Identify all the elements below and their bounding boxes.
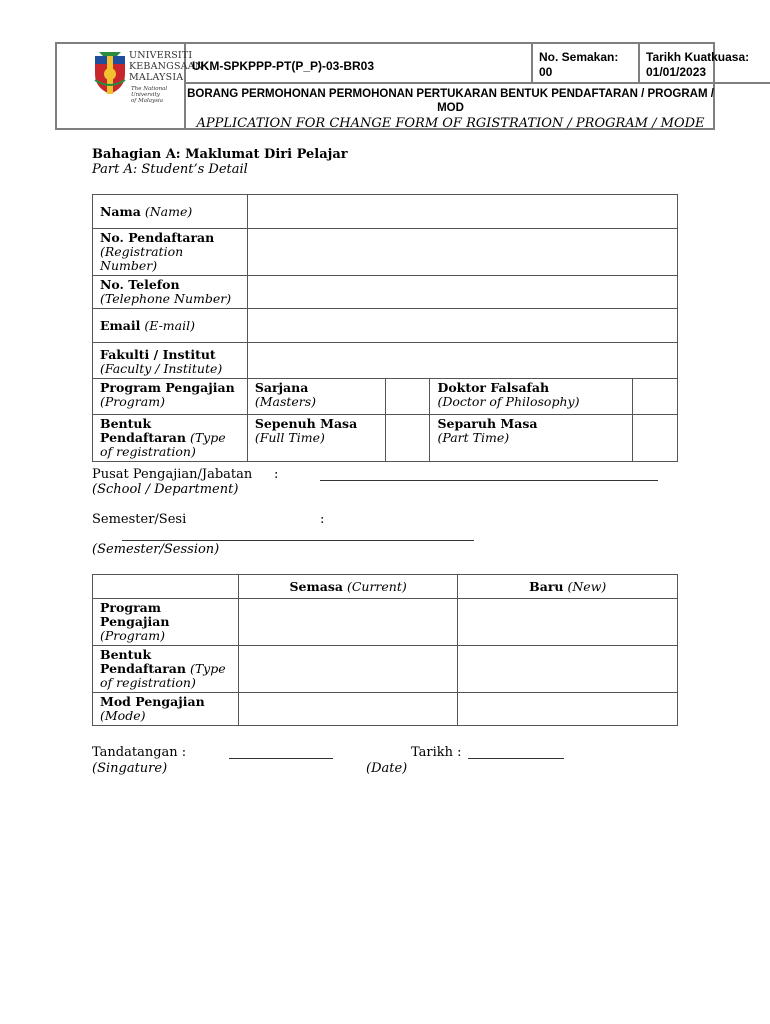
logo-line: UNIVERSITI xyxy=(129,50,193,61)
date-label-en: (Date) xyxy=(366,761,408,776)
change-program-label-en: (Program) xyxy=(100,628,165,643)
school-label-ms: Pusat Pengajian/Jabatan xyxy=(92,467,253,482)
signature-input-line[interactable] xyxy=(229,758,333,759)
logo-line: KEBANGSAAN xyxy=(129,61,204,72)
current-regtype-field[interactable] xyxy=(238,646,458,693)
table-row xyxy=(93,343,678,379)
faculty-label-en: (Faculty / Institute) xyxy=(100,361,223,376)
registration-type-label-ms: Bentuk Pendaftaran xyxy=(100,416,186,445)
semester-input-line[interactable] xyxy=(122,540,474,541)
change-regtype-label-en: (Type of registration) xyxy=(100,661,226,690)
table-row xyxy=(93,276,678,309)
new-regtype-field[interactable] xyxy=(458,646,678,693)
new-column-header xyxy=(458,575,678,599)
form-title-ms: BORANG PERMOHONAN PERMOHONAN PERTUKARAN BENTUK PENDAFTARAN / PROGRAM / MOD xyxy=(187,88,714,114)
faculty-label-ms: Fakulti / Institut xyxy=(100,347,216,362)
faculty-label xyxy=(93,343,248,379)
logo-line: MALAYSIA xyxy=(129,72,184,83)
school-colon: : xyxy=(274,467,279,482)
change-mode-label xyxy=(93,693,239,726)
current-column-header xyxy=(238,575,458,599)
logo-tagline xyxy=(131,86,185,104)
change-program-label xyxy=(93,599,239,646)
phd-option-ms: Doktor Falsafah xyxy=(437,380,550,395)
student-details-table xyxy=(92,194,678,462)
section-a-title xyxy=(92,147,348,177)
effective-label: Tarikh Kuatkuasa: xyxy=(646,50,750,64)
form-title-cell xyxy=(186,84,715,130)
masters-checkbox[interactable] xyxy=(385,379,430,415)
current-mode-field[interactable] xyxy=(238,693,458,726)
form-title-en: APPLICATION FOR CHANGE FORM OF RGISTRATION / PROGRAM / MODE xyxy=(196,116,705,131)
new-program-field[interactable] xyxy=(458,599,678,646)
doc-code-cell xyxy=(186,44,533,84)
masters-option-en: (Masters) xyxy=(254,394,317,409)
telephone-label-en: (Telephone Number) xyxy=(100,291,232,306)
empty-header-cell xyxy=(93,575,239,599)
registration-type-label-en: (Type of registration) xyxy=(100,430,226,459)
current-program-field[interactable] xyxy=(238,599,458,646)
new-header-en: (New) xyxy=(567,578,607,594)
email-label-en: (E-mail) xyxy=(144,317,195,333)
change-mode-label-en: (Mode) xyxy=(100,708,146,723)
revision-label: No. Semakan: xyxy=(539,50,619,64)
table-row xyxy=(93,309,678,343)
revision-cell xyxy=(533,44,640,84)
current-header-ms: Semasa xyxy=(289,578,343,594)
change-regtype-label-ms: Bentuk Pendaftaran xyxy=(100,647,186,676)
phd-option-en: (Doctor of Philosophy) xyxy=(437,394,580,409)
registration-type-label xyxy=(93,415,248,462)
fulltime-checkbox[interactable] xyxy=(385,415,430,462)
table-row xyxy=(93,379,678,415)
faculty-field[interactable] xyxy=(247,343,677,379)
effective-value: 01/01/2023 xyxy=(646,65,707,79)
parttime-checkbox[interactable] xyxy=(633,415,678,462)
program-label xyxy=(93,379,248,415)
revision-value: 00 xyxy=(539,65,553,79)
effective-date xyxy=(646,50,749,80)
name-label-ms: Nama xyxy=(100,203,141,219)
effective-date-cell xyxy=(640,44,770,84)
university-logo xyxy=(93,50,204,104)
name-label-en: (Name) xyxy=(144,203,193,219)
date-input-line[interactable] xyxy=(468,758,564,759)
new-mode-field[interactable] xyxy=(458,693,678,726)
fulltime-option-ms: Sepenuh Masa xyxy=(254,416,358,431)
change-regtype-label xyxy=(93,646,239,693)
table-row xyxy=(93,229,678,276)
phd-checkbox[interactable] xyxy=(633,379,678,415)
semester-label-ms: Semester/Sesi xyxy=(92,512,187,527)
registration-field[interactable] xyxy=(247,229,677,276)
date-label-ms: Tarikh : xyxy=(411,745,462,760)
telephone-label-ms: No. Telefon xyxy=(100,277,180,292)
parttime-option-en: (Part Time) xyxy=(437,430,510,445)
school-label-en: (School / Department) xyxy=(92,482,239,497)
school-input-line[interactable] xyxy=(320,480,658,481)
crest-icon xyxy=(93,50,127,96)
new-header-ms: Baru xyxy=(529,578,564,594)
semester-label-en: (Semester/Session) xyxy=(92,542,220,557)
name-label xyxy=(93,195,248,229)
email-field[interactable] xyxy=(247,309,677,343)
table-row xyxy=(93,195,678,229)
logo-cell xyxy=(57,44,204,130)
table-row xyxy=(93,575,678,599)
registration-label-ms: No. Pendaftaran xyxy=(100,230,215,245)
change-mode-label-ms: Mod Pengajian xyxy=(100,694,205,709)
telephone-label xyxy=(93,276,248,309)
revision xyxy=(539,50,618,80)
change-program-label-ms: Program Pengajian xyxy=(100,600,170,629)
fulltime-option xyxy=(247,415,385,462)
signature-label-ms: Tandatangan : xyxy=(92,745,187,760)
name-field[interactable] xyxy=(247,195,677,229)
change-table xyxy=(92,574,678,726)
table-row xyxy=(93,599,678,646)
parttime-option xyxy=(430,415,633,462)
phd-option xyxy=(430,379,633,415)
telephone-field[interactable] xyxy=(247,276,677,309)
current-header-en: (Current) xyxy=(346,578,407,594)
program-label-en: (Program) xyxy=(100,394,165,409)
section-a-title-ms: Bahagian A: Maklumat Diri Pelajar xyxy=(92,147,348,162)
table-row xyxy=(93,693,678,726)
semester-colon: : xyxy=(320,512,325,527)
table-row xyxy=(93,415,678,462)
document-header xyxy=(55,42,750,131)
signature-label-en: (Singature) xyxy=(92,761,168,776)
masters-option-ms: Sarjana xyxy=(254,380,309,395)
logo-tagline-line: The National University xyxy=(131,86,168,98)
registration-label-en: (Registration Number) xyxy=(100,244,184,273)
email-label xyxy=(93,309,248,343)
parttime-option-ms: Separuh Masa xyxy=(437,416,538,431)
email-label-ms: Email xyxy=(100,317,141,333)
masters-option xyxy=(247,379,385,415)
program-label-ms: Program Pengajian xyxy=(100,380,235,395)
fulltime-option-en: (Full Time) xyxy=(254,430,325,445)
table-row xyxy=(93,646,678,693)
doc-code: UKM-SPKPPP-PT(P_P)-03-BR03 xyxy=(192,59,375,73)
section-a-title-en: Part A: Student’s Detail xyxy=(92,162,248,177)
registration-label xyxy=(93,229,248,276)
logo-tagline-line: of Malaysia xyxy=(131,98,164,104)
